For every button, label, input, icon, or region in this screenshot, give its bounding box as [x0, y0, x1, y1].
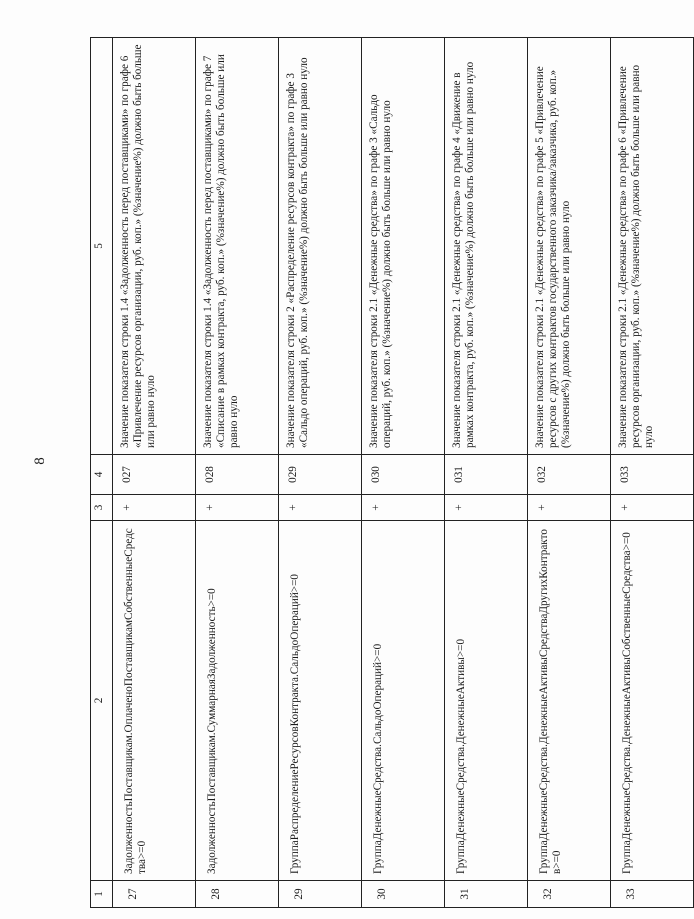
code-cell: 028: [196, 455, 279, 495]
row-number-cell: 29: [279, 881, 362, 908]
row-number-cell: 32: [528, 881, 611, 908]
sign-cell: +: [445, 495, 528, 521]
description-cell: Значение показателя строки 2.1 «Денежные средства» по графе 6 «Привлечение ресурсов организации, руб. коп.» (%значение%) должно быть больше или равно нуло: [611, 38, 694, 455]
table-row: [362, 38, 445, 908]
expression-cell: ГруппаДенежныеСредства.ДенежныеАктивыСобственныеСредства>=0: [611, 521, 694, 881]
expression-cell: ГруппаДенежныеСредства.ДенежныеАктивы>=0: [445, 521, 528, 881]
sign-cell: +: [611, 495, 694, 521]
row-number-cell: 31: [445, 881, 528, 908]
sign-cell: +: [113, 495, 196, 521]
sign-cell: +: [279, 495, 362, 521]
sign-cell: +: [196, 495, 279, 521]
row-number-cell: 30: [362, 881, 445, 908]
column-header: 4: [91, 455, 113, 495]
description-cell: Значение показателя строки 1.4 «Задолженность перед поставщиками» по графе 7 «Списание в рамках контракта, руб. коп.» (%значение%) должно быть больше или равно нуло: [196, 38, 279, 455]
description-cell: Значение показателя строки 2 «Распределение ресурсов контракта» по графе 3 «Сальдо операций, руб. коп.» (%значение%) должно быть больше или равно нуло: [279, 38, 362, 455]
expression-cell: ЗадолженностьПоставщикам.ОплаченоПоставщикамСобственныеСредства>=0: [113, 521, 196, 881]
column-header: 3: [91, 495, 113, 521]
description-cell: Значение показателя строки 1.4 «Задолженность перед поставщиками» по графе 6 «Привлечение ресурсов организации, руб. коп.» (%значение%) должно быть больше или равно нуло: [113, 38, 196, 455]
table-row: [279, 38, 362, 908]
table-row: [528, 38, 611, 908]
row-number-cell: 27: [113, 881, 196, 908]
column-header: 5: [91, 38, 113, 455]
expression-cell: ГруппаДенежныеСредства.СальдоОпераций>=0: [362, 521, 445, 881]
validation-rules-table: [90, 37, 694, 908]
description-cell: Значение показателя строки 2.1 «Денежные средства» по графе 5 «Привлечение ресурсов с других контрактов государственного заказчика/заказчика, руб. коп.» (%значение%) должно быть больше или равно нуло: [528, 38, 611, 455]
code-cell: 029: [279, 455, 362, 495]
code-cell: 032: [528, 455, 611, 495]
code-cell: 031: [445, 455, 528, 495]
column-header: 1: [91, 881, 113, 908]
code-cell: 033: [611, 455, 694, 495]
table-row: [113, 38, 196, 908]
expression-cell: ГруппаДенежныеСредства.ДенежныеАктивыСредстваДругихКонтрактов>=0: [528, 521, 611, 881]
table-row: [445, 38, 528, 908]
row-number-cell: 33: [611, 881, 694, 908]
sign-cell: +: [528, 495, 611, 521]
table-rotation-frame: [90, 38, 656, 908]
expression-cell: ЗадолженностьПоставщикам.СуммарнаяЗадолженность>=0: [196, 521, 279, 881]
expression-cell: ГруппаРаспределениеРесурсовКонтракта.СальдоОпераций>=0: [279, 521, 362, 881]
page-number: 8: [32, 457, 48, 465]
rotated-table-wrapper: [90, 38, 656, 908]
table-row: [611, 38, 694, 908]
row-number-cell: 28: [196, 881, 279, 908]
sign-cell: +: [362, 495, 445, 521]
description-cell: Значение показателя строки 2.1 «Денежные средства» по графе 3 «Сальдо операций, руб. коп.» (%значение%) должно быть больше или равно нуло: [362, 38, 445, 455]
table-row: [196, 38, 279, 908]
table-header-row: [91, 38, 113, 908]
code-cell: 027: [113, 455, 196, 495]
description-cell: Значение показателя строки 2.1 «Денежные средства» по графе 4 «Движение в рамках контракта, руб. коп.» (%значение%) должно быть больше или равно нуло: [445, 38, 528, 455]
code-cell: 030: [362, 455, 445, 495]
column-header: 2: [91, 521, 113, 881]
